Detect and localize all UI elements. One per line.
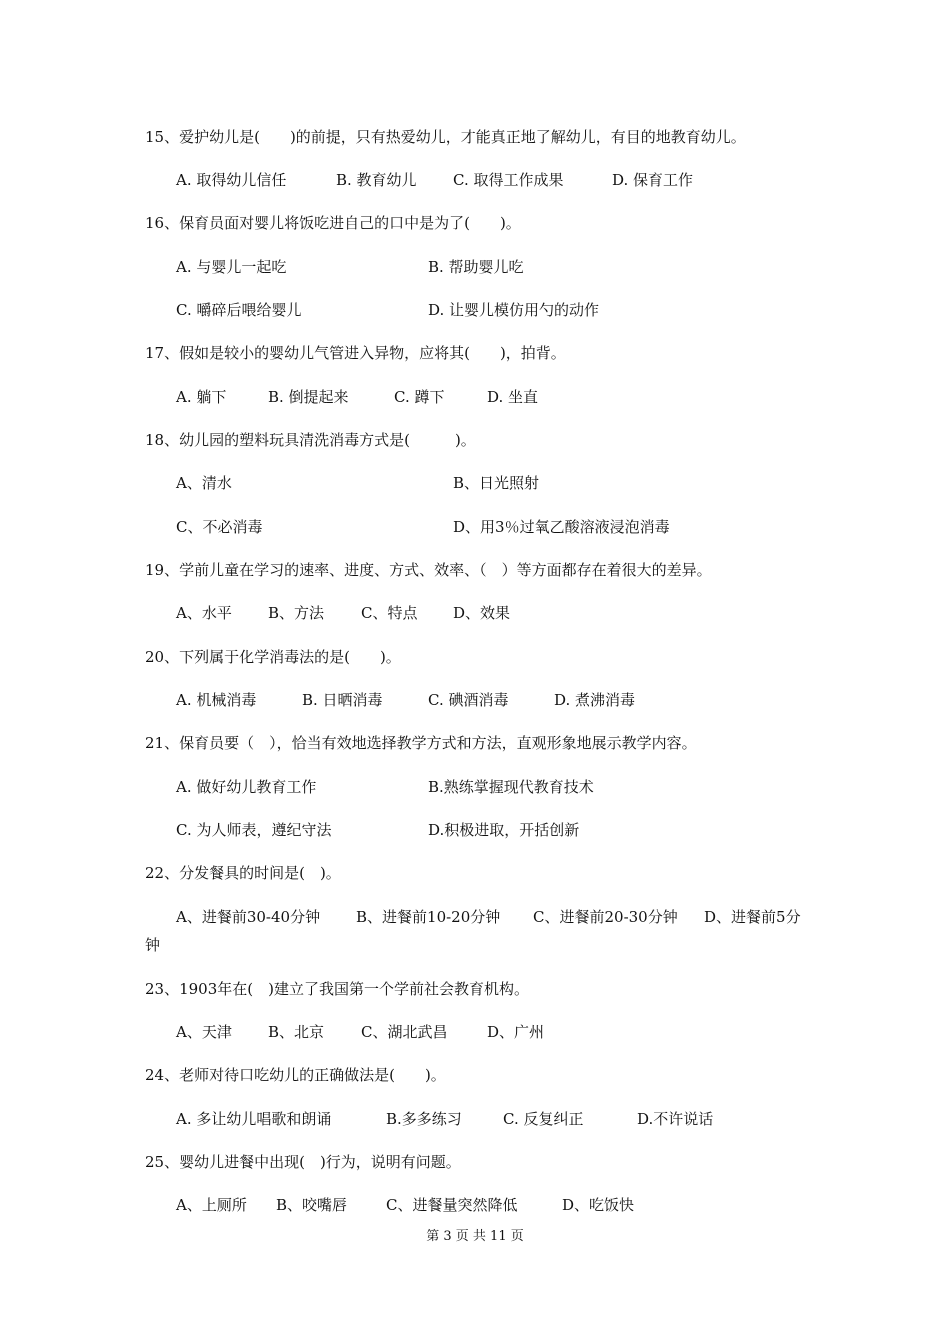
question-23-option-c: C、湖北武昌 bbox=[361, 1023, 448, 1041]
question-21-option-c: C. 为人师表，遵纪守法 bbox=[176, 821, 332, 839]
question-22-option-d-wrap: 钟 bbox=[145, 936, 161, 954]
question-23-stem: 23、1903年在( )建立了我国第一个学前社会教育机构。 bbox=[145, 980, 529, 998]
question-17-option-b: B. 倒提起来 bbox=[268, 388, 349, 406]
question-25-option-c: C、进餐量突然降低 bbox=[386, 1196, 518, 1214]
question-20-option-d: D. 煮沸消毒 bbox=[554, 691, 636, 709]
question-25-stem: 25、婴幼儿进餐中出现( )行为，说明有问题。 bbox=[145, 1153, 461, 1171]
question-19-option-c: C、特点 bbox=[361, 604, 418, 622]
question-18-option-d: D、用3％过氧乙酸溶液浸泡消毒 bbox=[453, 518, 670, 536]
question-22-option-b: B、进餐前10-20分钟 bbox=[356, 908, 501, 926]
question-25-option-b: B、咬嘴唇 bbox=[276, 1196, 348, 1214]
question-17-stem: 17、假如是较小的婴幼儿气管进入异物，应将其( )，拍背。 bbox=[145, 344, 566, 362]
question-18-option-a: A、清水 bbox=[176, 474, 232, 492]
question-15-option-d: D. 保育工作 bbox=[612, 171, 694, 189]
page-footer: 第 3 页 共 11 页 bbox=[426, 1229, 524, 1244]
question-19-stem: 19、学前儿童在学习的速率、进度、方式、效率、（ ）等方面都存在着很大的差异。 bbox=[145, 561, 712, 579]
question-19-option-a: A、水平 bbox=[176, 604, 232, 622]
question-23-option-d: D、广州 bbox=[487, 1023, 545, 1041]
question-24-option-a: A. 多让幼儿唱歌和朗诵 bbox=[176, 1110, 332, 1128]
question-16-option-d: D. 让婴儿模仿用勺的动作 bbox=[428, 301, 600, 319]
question-19-option-b: B、方法 bbox=[268, 604, 325, 622]
question-20-stem: 20、下列属于化学消毒法的是( )。 bbox=[145, 648, 401, 666]
question-20-option-a: A. 机械消毒 bbox=[176, 691, 257, 709]
question-22-option-a: A、进餐前30-40分钟 bbox=[176, 908, 321, 926]
question-19-option-d: D、效果 bbox=[453, 604, 511, 622]
question-21-option-a: A. 做好幼儿教育工作 bbox=[176, 778, 317, 796]
question-22-stem: 22、分发餐具的时间是( )。 bbox=[145, 864, 341, 882]
question-23-option-a: A、天津 bbox=[176, 1023, 232, 1041]
question-22-option-c: C、进餐前20-30分钟 bbox=[533, 908, 678, 926]
question-15-option-b: B. 教育幼儿 bbox=[336, 171, 417, 189]
question-16-stem: 16、保育员面对婴儿将饭吃进自己的口中是为了( )。 bbox=[145, 214, 521, 232]
question-18-stem: 18、幼儿园的塑料玩具清洗消毒方式是( )。 bbox=[145, 431, 476, 449]
question-16-option-c: C. 嚼碎后喂给婴儿 bbox=[176, 301, 302, 319]
question-24-option-b: B.多多练习 bbox=[386, 1110, 462, 1128]
question-15-option-a: A. 取得幼儿信任 bbox=[176, 171, 287, 189]
question-22-option-d: D、进餐前5分 bbox=[704, 908, 801, 926]
question-20-option-b: B. 日晒消毒 bbox=[302, 691, 383, 709]
question-18-option-c: C、不必消毒 bbox=[176, 518, 263, 536]
question-21-stem: 21、保育员要（ ），恰当有效地选择教学方式和方法，直观形象地展示教学内容。 bbox=[145, 734, 697, 752]
question-25-option-a: A、上厕所 bbox=[176, 1196, 247, 1214]
question-16-option-b: B. 帮助婴儿吃 bbox=[428, 258, 524, 276]
question-24-option-c: C. 反复纠正 bbox=[503, 1110, 584, 1128]
question-15-stem: 15、爱护幼儿是( )的前提，只有热爱幼儿，才能真正地了解幼儿，有目的地教育幼儿。 bbox=[145, 128, 746, 146]
question-18-option-b: B、日光照射 bbox=[453, 474, 540, 492]
question-17-option-c: C. 蹲下 bbox=[394, 388, 445, 406]
question-24-stem: 24、老师对待口吃幼儿的正确做法是( )。 bbox=[145, 1066, 446, 1084]
question-17-option-a: A. 躺下 bbox=[176, 388, 227, 406]
question-23-option-b: B、北京 bbox=[268, 1023, 325, 1041]
question-25-option-d: D、吃饭快 bbox=[562, 1196, 635, 1214]
question-15-option-c: C. 取得工作成果 bbox=[453, 171, 564, 189]
question-21-option-b: B.熟练掌握现代教育技术 bbox=[428, 778, 594, 796]
question-20-option-c: C. 碘酒消毒 bbox=[428, 691, 509, 709]
question-24-option-d: D.不许说话 bbox=[637, 1110, 714, 1128]
question-17-option-d: D. 坐直 bbox=[487, 388, 539, 406]
question-16-option-a: A. 与婴儿一起吃 bbox=[176, 258, 287, 276]
question-21-option-d: D.积极进取，开括创新 bbox=[428, 821, 580, 839]
